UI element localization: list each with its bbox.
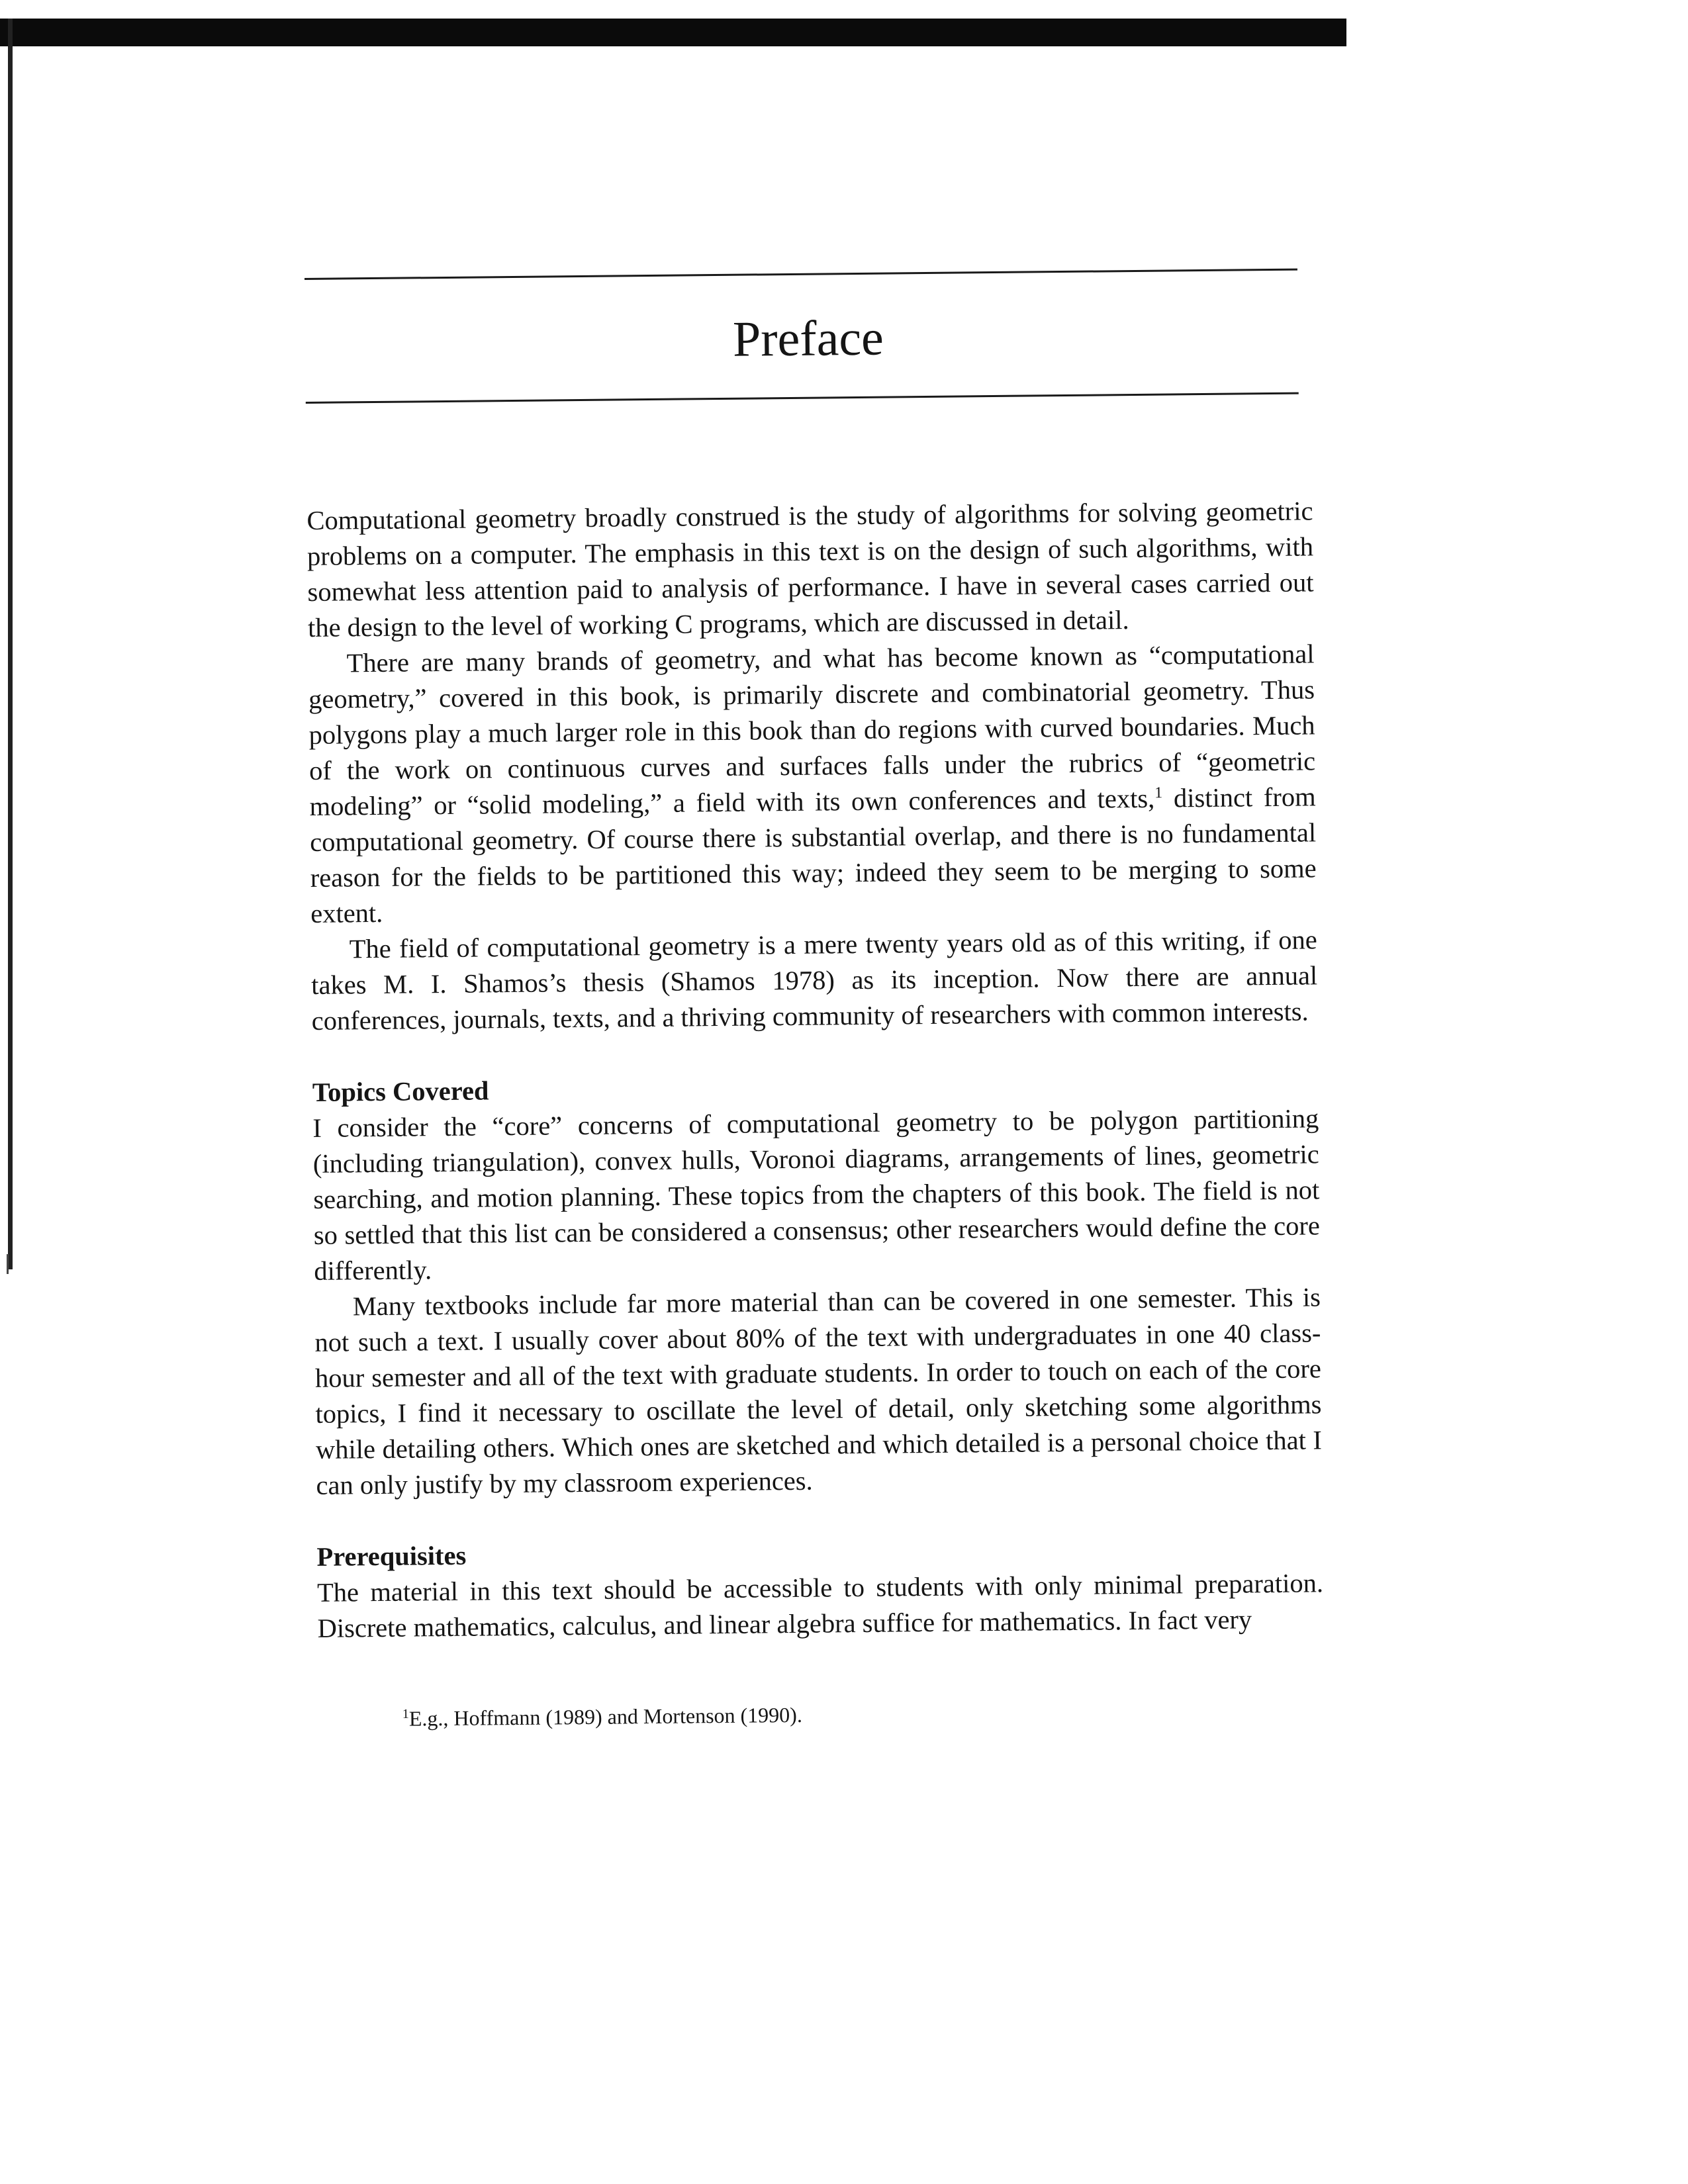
main-text [306,493,1325,1733]
footnote [402,1696,1325,1731]
intro-paragraph-1: Computational geometry broadly construed is the study of algorithms for solving geometric problems on a computer. The emphasis in this text is on the design of such algorithms, with somewhat less attention paid to analysis of performance. I have in several cases carried out the design to the level of working C programs, which are discussed in detail. [306,496,1314,643]
topics-paragraph-2: Many textbooks include far more material than can be covered in one semester. This is not such a text. I usually cover about 80% of the text with undergraduates in one 40 class-hour semester and all of the text with graduate students. In order to touch on each of the core topics, I find it necessary to oscillate the level of detail, only sketching some algorithms while detailing others. Which ones are sketched and which detailed is a personal choice that I can only justify by my classroom experiences. [314,1282,1323,1500]
prerequisites-paragraph-1: The material in this text should be accessible to students with only minimal preparation. Discrete mathematics, calculus, and linear algebra suffice for mathematics. In fact very [316,1568,1324,1643]
section-heading-topics: Topics Covered [312,1075,489,1107]
section-heading-prerequisites: Prerequisites [316,1540,467,1572]
page-title: Preface [732,310,884,367]
book-page [305,268,1325,1732]
footnote-reference: 1 [1154,784,1163,802]
scan-mark [7,1254,9,1274]
intro-paragraph-2 [308,636,1317,932]
title-rule-top [305,269,1297,280]
intro-paragraph-2-text: There are many brands of geometry, and what has become known as “computational geometry,” covered in this book, is primarily discrete and combinatorial geometry. Thus polygons play a much larger role in this book than do regions with curved boundaries. Much of the work on continuous curves and surfaces falls under the rubrics of “geometric modeling” or “solid modeling,” a field with its own conferences and texts, [308,639,1316,821]
title-rule-bottom [306,392,1299,404]
intro-paragraph-2-text-cont: distinct from computational geometry. Of course there is substantial overlap, and there is no fundamental reason for the fields to be partitioned this way; indeed they seem to be merging to some extent. [309,782,1317,929]
topics-paragraph-1: I consider the “core” concerns of computational geometry to be polygon partitioning (including triangulation), convex hulls, Voronoi diagrams, arrangements of lines, geometric searching, and motion planning. These topics from the chapters of this book. The field is not so settled that this list can be considered a consensus; other researchers would define the core differently. [312,1103,1321,1286]
footnote-text: E.g., Hoffmann (1989) and Mortenson (1990). [408,1702,803,1731]
scan-border-top [0,19,1346,46]
footnote-marker: 1 [402,1706,409,1722]
scan-border-left [8,19,13,1269]
intro-paragraph-3: The field of computational geometry is a mere twenty years old as of this writing, if one takes M. I. Shamos’s thesis (Shamos 1978) as its inception. Now there are annual conferences, journals, texts, and a thriving community of researchers with common interests. [311,925,1318,1036]
